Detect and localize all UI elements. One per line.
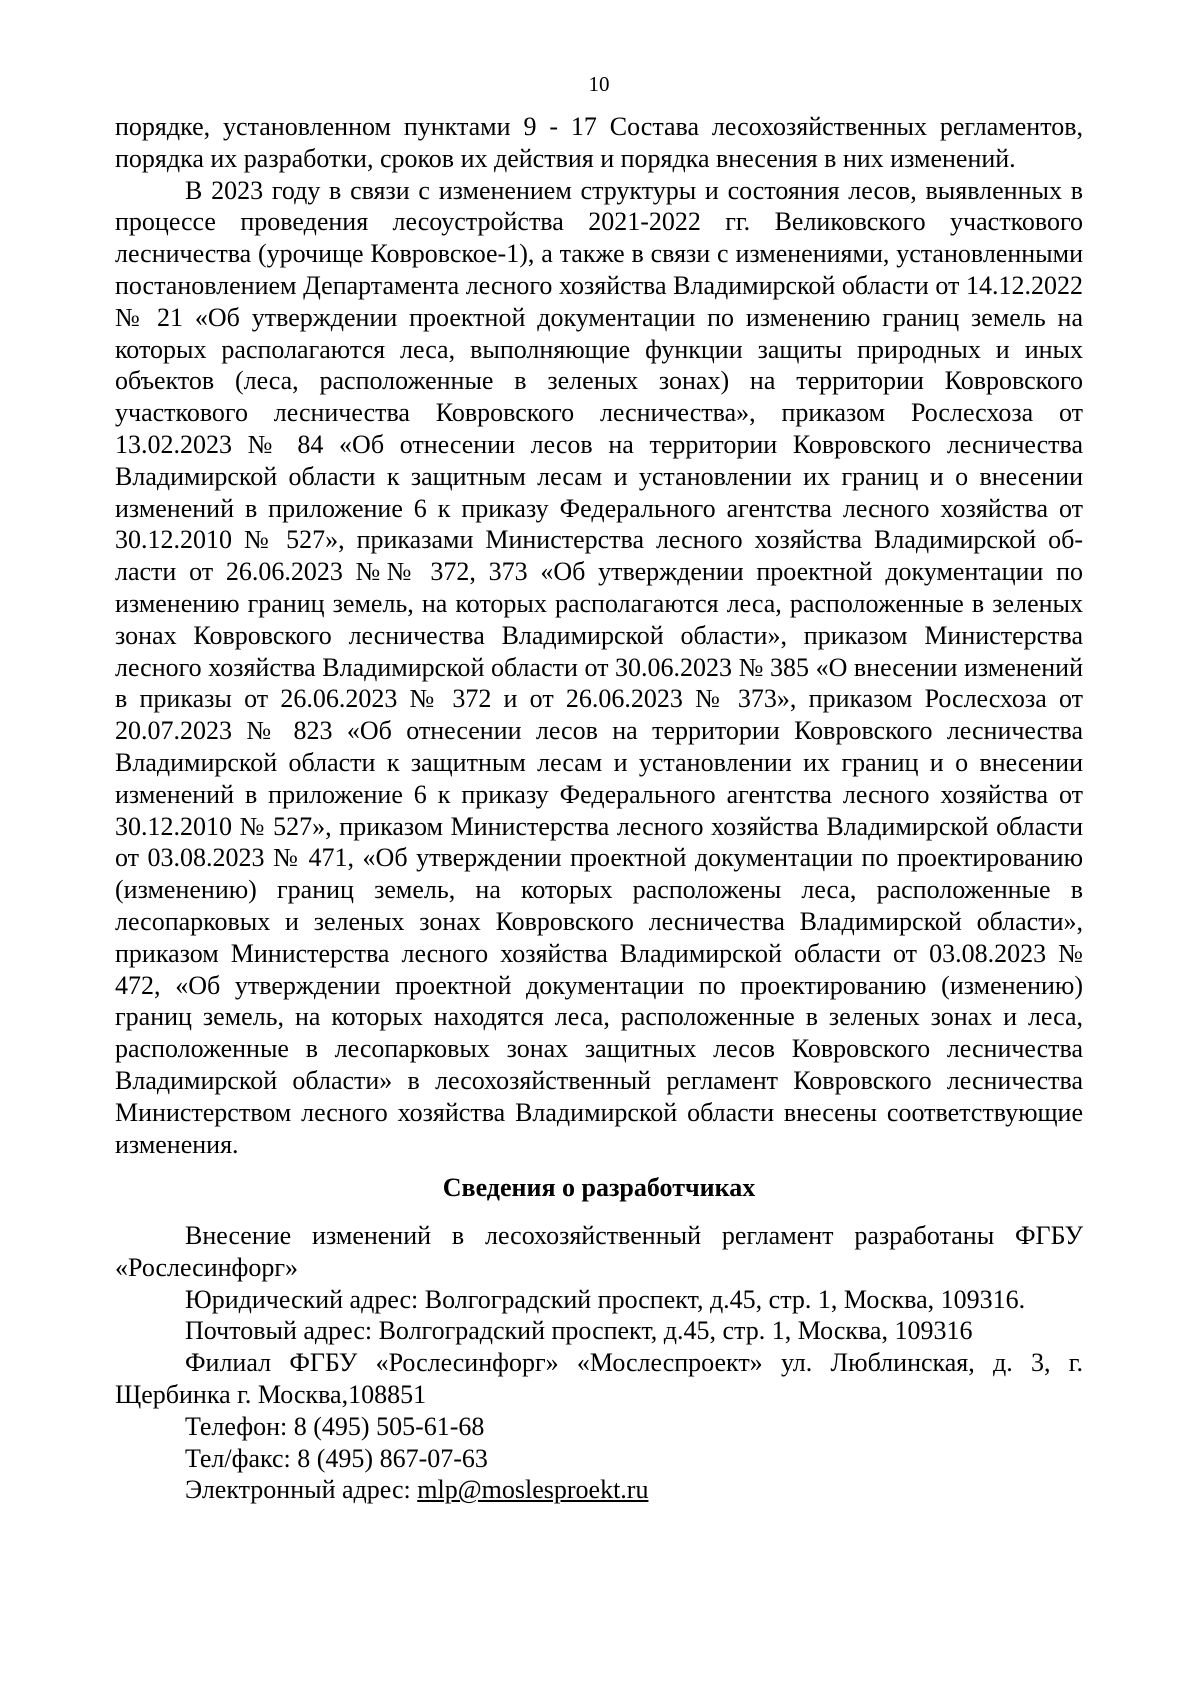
email-line [115, 1474, 1083, 1506]
branch-address: Филиал ФГБУ «Рослесинфорг» «Мослеспроект» ул. Люблинская, д. 3, г. Щербинка г. Москва,108851 [115, 1348, 1083, 1410]
document-body [115, 111, 1083, 1506]
paragraph-continuation: порядке, установленном пунктами 9 - 17 Состава лесохозяйственных регламентов, порядка их разработки, сроков их действия и порядка внесения в них изменений. [115, 112, 1083, 173]
developers-intro: Внесение изменений в лесохозяйственный регламент разработаны ФГБУ «Рослесинфорг» [115, 1221, 1083, 1282]
page-number: 10 [588, 72, 610, 96]
legal-address: Юридический адрес: Волгоградский проспект, д.45, стр. 1, Москва, 109316. [185, 1284, 1026, 1314]
document-page [115, 0, 1083, 1697]
paragraph-changes-2023: В 2023 году в связи с изменением структуры и состояния лесов, выявленных в процессе проведения лесоустройства 2021-2022 гг. Великовского участкового лесничества (урочище Ковровское-1), а также в связи с изменениями, установленными постановлением Департамента лесного хозяйства Владимирской области от 14.12.2022 № 21 «Об утверждении проектной документации по изменению границ земель на которых располагаются леса, выполняющие функции защиты природных и иных объектов (леса, расположенные в зеленых зонах) на территории Ковровского участкового лесничества Ковровского лесничества», приказом Рослесхоза от 13.02.2023 № 84 «Об отнесении лесов на территории Ковровского лесничества Владимирской области к защитным лесам и установлении их границ и о внесении изменений в приложение 6 к приказу Федерального агентства лесного хозяйства от 30.12.2010 № 527», приказами Министерства лесного хозяйства Владимирской области от 26.06.2023 №№ 372, 373 «Об утверждении проектной документации по изменению границ земель, на которых располагаются леса, расположенные в зеленых зонах Ковровского лесничества Владимирской области», приказом Министерства лесного хозяйства Владимирской области от 30.06.2023 № 385 «О внесении изменений в приказы от 26.06.2023 № 372 и от 26.06.2023 № 373», приказом Рослесхоза от 20.07.2023 № 823 «Об отнесении лесов на территории Ковровского лесничества Владимирской области к защитным лесам и установлении их границ и о внесении изменений в приложение 6 к приказу Федерального агентства лесного хозяйства от 30.12.2010 № 527», приказом Министерства лесного хозяйства Владимирской области от 03.08.2023 № 471, «Об утверждении проектной документации по проектированию (изменению) границ земель, на которых расположены леса, расположенные в лесопарковых и зеленых зонах Ковровского лесничества Владимирской области», приказом Министерства лесного хозяйства Владимирской области от 03.08.2023 № 472, «Об утверждении проектной документации по проектированию (изменению) границ земель, на которых находятся леса, расположенные в зеленых зонах и леса, расположенные в лесопарковых зонах защитных лесов Ковровского лесничества Владимирской области» в лесохозяйственный регламент Ковровского лесничества Министерством лесного хозяйства Владимирской области внесены соответствующие изменения. [115, 175, 1083, 1159]
email-link[interactable]: mlp@moslesproekt.ru [417, 1475, 649, 1505]
section-heading-developers: Сведения о разработчиках [442, 1173, 756, 1203]
phone: Телефон: 8 (495) 505-61-68 [185, 1411, 485, 1441]
fax: Тел/факс: 8 (495) 867-07-63 [185, 1443, 488, 1473]
email-label: Электронный адрес: [185, 1475, 418, 1505]
postal-address: Почтовый адрес: Волгоградский проспект, д.45, стр. 1, Москва, 109316 [185, 1316, 973, 1346]
